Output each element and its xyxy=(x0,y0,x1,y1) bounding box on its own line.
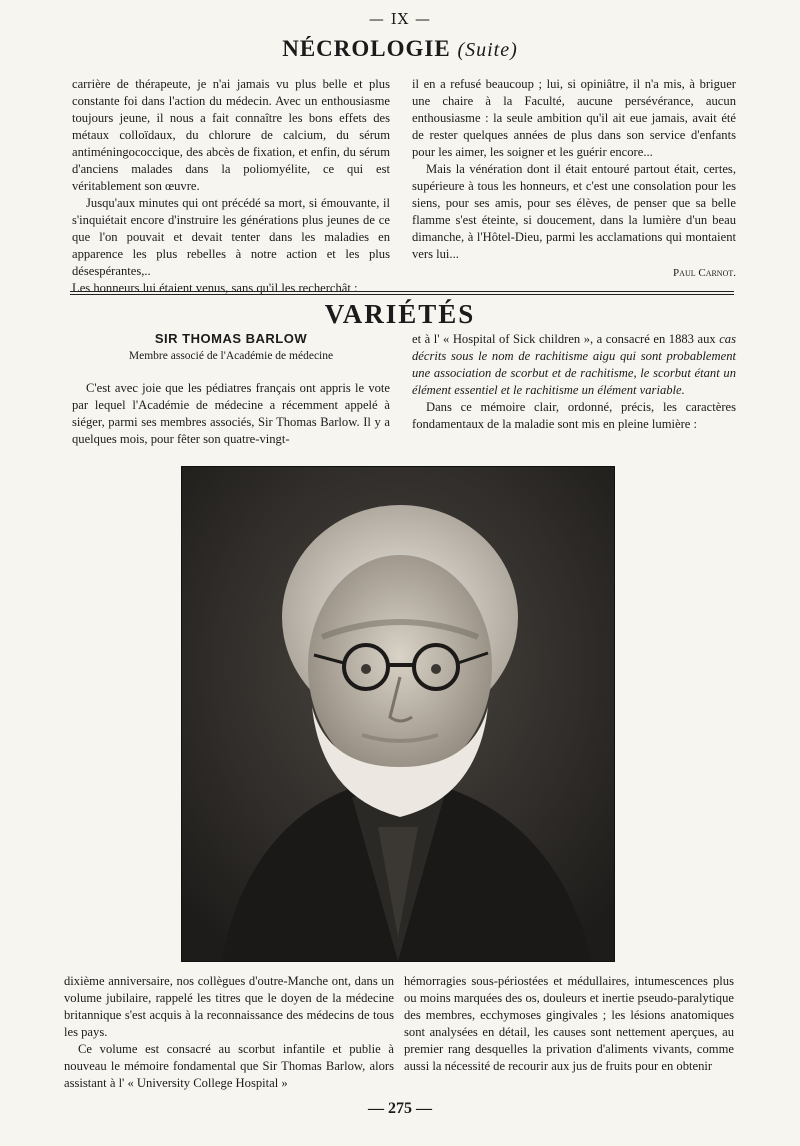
section-divider xyxy=(70,291,734,292)
article-subtitle: Membre associé de l'Académie de médecine xyxy=(128,350,334,362)
varietes-title: VARIÉTÉS xyxy=(324,299,476,329)
varietes-right-column xyxy=(412,331,736,433)
necro-paragraph: Les honneurs lui étaient venus, sans qu'il les recherchât : xyxy=(72,281,358,295)
necro-paragraph: carrière de thérapeute, je n'ai jamais vu plus belle et plus constante foi dans l'action du médecin. Avec un enthousiasme toujours jeune, il nous a fait connaître les bons effets des métaux colloïdaux, du chlorure de calcium, du sérum antiméningococcique, des abcès de fixation, et enfin, du sérum d'anciens malades dans la poliomyélite, ce qui est véritablement son œuvre. xyxy=(72,77,390,193)
necrologie-suite: (Suite) xyxy=(457,39,518,61)
article-text: et à l' « Hospital of Sick children », a consacré en 1883 aux xyxy=(412,332,716,346)
article-paragraph: hémorragies sous-périostées et médullaires, intumescences plus ou moins marquées des os, douleurs et inertie pseudo-paralytique des membres, ecchymoses gingivales ; les lésions anatomiques sont analysées en détail, les causes sont nettement aperçues, au premier rang desquelles la privation d'aliments vivants, comme aussi la nécessité de recourir aux jus de fruits pour en obtenir xyxy=(404,974,734,1073)
article-paragraph: C'est avec joie que les pédiatres français ont appris le vote par lequel l'Académie de médecine a récemment appelé à siéger, parmi ses membres associés, Sir Thomas Barlow. Il y a quelques mois, pour fêter son quatre-vingt- xyxy=(72,381,390,446)
necrologie-right-column xyxy=(412,76,736,282)
article-paragraph: dixième anniversaire, nos collègues d'outre-Manche ont, dans un volume jubilaire, rappelé les titres que le doyen de la médecine britannique s'est acquis à la reconnaissance des médecins de tous les pays. xyxy=(64,974,394,1039)
portrait-photograph xyxy=(181,466,615,962)
article-italic-text: cas décrits sous le nom de rachitisme aigu qui sont probablement une association de scorbut et de rachitisme, le scorbut étant un élément essentiel et le rachitisme un élément variable. xyxy=(412,332,736,397)
necrologie-heading xyxy=(0,36,800,62)
necro-paragraph: Mais la vénération dont il était entouré partout était, certes, supérieure à tous les honneurs, et c'est une consolation pour les siens, pour ses amis, pour ses élèves, de penser que sa belle flamme s'est éteinte, si doucement, dans la lumière d'un beau dimanche, à l'Hôtel-Dieu, parmi les acclamations qui montaient vers lui... xyxy=(412,162,736,261)
section-divider xyxy=(70,294,734,295)
necro-paragraph: il en a refusé beaucoup ; lui, si opiniâtre, il n'a mis, à briguer une chaire à la Faculté, aucune persévérance, aucun enthousiasme : la seule ambition qu'il ait eue jamais, avait été de rester quelques années de plus dans son service d'enfants pour les aimer, les soigner et les guérir encore... xyxy=(412,77,736,159)
necrologie-left-column xyxy=(72,76,390,297)
article-paragraph: Ce volume est consacré au scorbut infantile et publie à nouveau le mémoire fondamental que Sir Thomas Barlow, alors assistant à l' « University College Hospital » xyxy=(64,1042,394,1090)
varietes-left-column xyxy=(72,380,390,448)
article-paragraph: Dans ce mémoire clair, ordonné, précis, les caractères fondamentaux de la maladie sont mis en pleine lumière : xyxy=(412,400,736,431)
article-title: SIR THOMAS BARLOW xyxy=(154,331,308,346)
varietes-bottom-left-column xyxy=(64,973,394,1092)
article-paragraph xyxy=(412,331,736,399)
necro-paragraph: Jusqu'aux minutes qui ont précédé sa mort, si émouvante, il s'inquiétait encore d'instruire les générations plus jeunes de ce que l'on pouvait et devait tenter dans les maladies en apparence les plus rebelles à notre action et les plus désespérantes,.. xyxy=(72,196,390,278)
varietes-bottom-right-column xyxy=(404,973,734,1075)
page-folio-top: — IX — xyxy=(368,10,432,28)
author-signature: Paul Carnot. xyxy=(673,267,736,279)
necrologie-title: NÉCROLOGIE xyxy=(282,36,451,61)
page-number: — 275 — xyxy=(368,1100,432,1117)
